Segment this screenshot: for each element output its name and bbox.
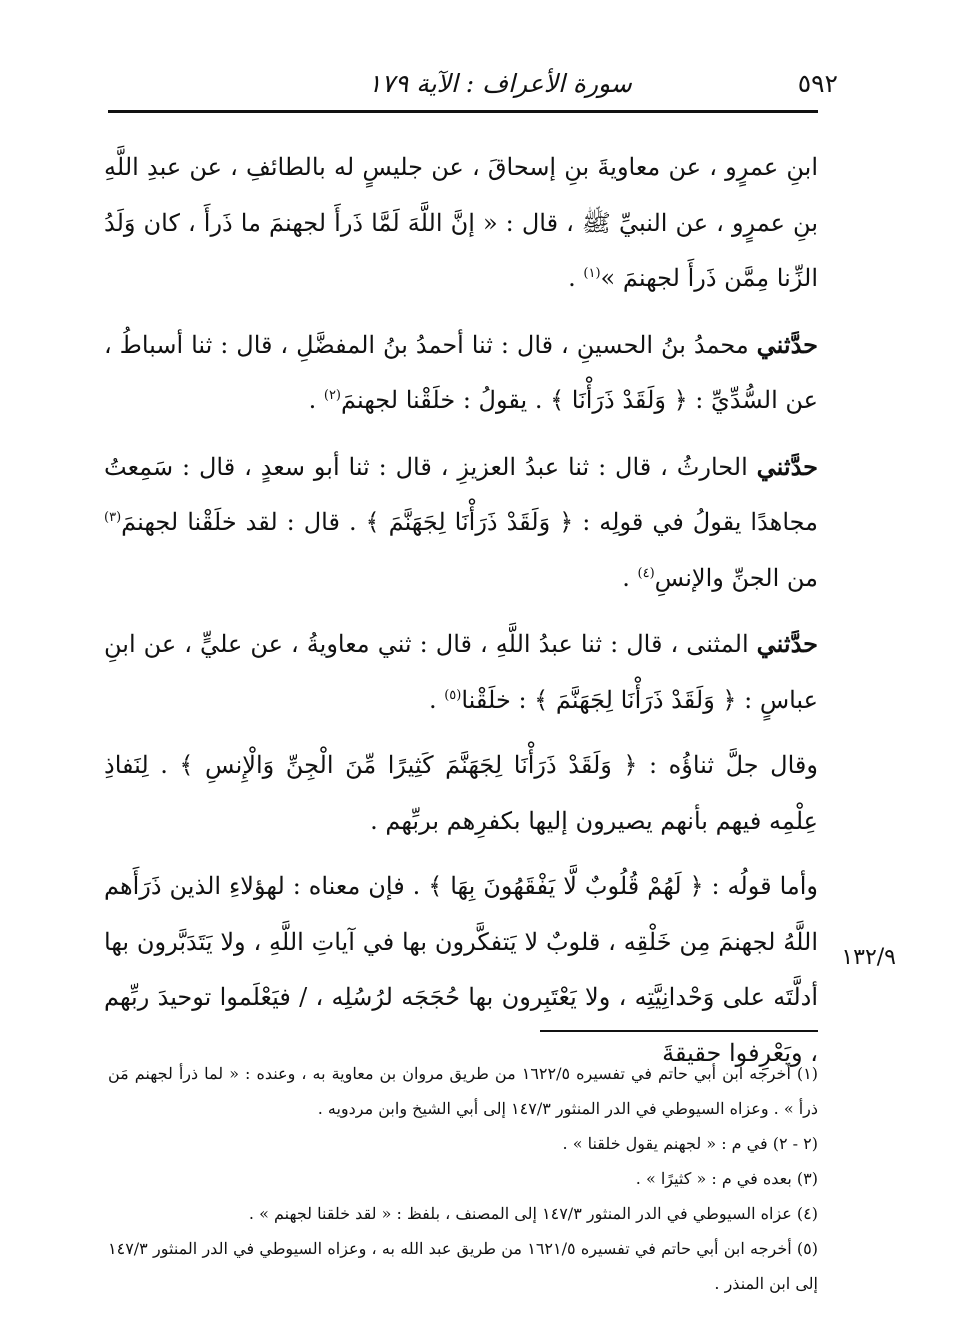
footnote-ref: (٤) (637, 565, 655, 581)
paragraph-lead: حدَّثني (756, 451, 818, 481)
page-header (108, 52, 838, 98)
footnote-ref: (٥) (444, 687, 462, 703)
paragraph-3: حدَّثني الحارثُ ، قال : ثنا عبدُ العزيزِ ، قال : ثنا أبو سعدٍ ، قال : سَمِعتُ مجاهدًا يقولُ في قولِه : ﴿ وَلَقَدْ ذَرَأْنَا لِجَهَنَّمَ ﴾ . قال : لقد خلَقْنا لجهنمَ$^{(٣)}$ من الجنِّ والإنسِ$^{(٤)}$ . (104, 451, 818, 592)
paragraph-text: المثنى ، قال : ثنا عبدُ اللَّهِ ، قال : ثني معاويةُ ، عن عليٍّ ، عن ابنِ عباسٍ : ﴿ وَلَقَدْ ذَرَأْنَا لِجَهَنَّمَ ﴾ : خلَقْنا (104, 630, 818, 714)
paragraph-2: حدَّثني محمدُ بنُ الحسينِ ، قال : ثنا أحمدُ بنُ المفضَّلِ ، قال : ثنا أسباطُ ، عن السُّدِّيِّ : ﴿ وَلَقَدْ ذَرَأْنَا ﴾ . يقولُ : خلَقْنا لجهنمَ$^{(٢)}$ . (104, 329, 818, 414)
footnote-ref: (٣) (104, 510, 122, 525)
paragraph-text: وأما قولُه : ﴿ لَهُمْ قُلُوبٌ لَّا يَفْقَهُونَ بِهَا ﴾ . فإن معناه : لهؤلاءِ الذين ذَرَأَهم اللَّهُ لجهنمَ مِن خَلْقِه ، قلوبٌ لا يَتفكَّرون بها في آياتِ اللَّهِ ، ولا يَتَدَبَّرون بها أدلَّتَه على وَحْدانِيَّتِه ، ولا يَعْتَبِرون بها حُجَجَه لرُسُلِه ، / فيَعْلَموا توحيدَ ربِّهم ، ويَعْرِفوا حقيقةَ (104, 872, 818, 1067)
footnote-3: (٣) بعده في م : « كثيرًا » . (635, 1169, 818, 1188)
paragraph-text: ابنِ عمرٍو ، عن معاويةَ بنِ إسحاقَ ، عن جليسٍ له بالطائفِ ، عن عبدِ اللَّهِ بنِ عمرٍو ، عن النبيِّ ﷺ ، قال : « إنَّ اللَّهَ لَمَّا ذَرأَ لجهنمَ ما ذَرأَ ، كان وَلَدُ الزِّنا مِمَّن ذَرأَ لجهنمَ » (104, 153, 819, 292)
footnote-2: (٢ - ٢) في م : « لجهنم يقول خلقنا » . (562, 1134, 818, 1153)
paragraph-6 (104, 859, 818, 1081)
paragraph-lead: حدَّثني (756, 329, 818, 359)
paragraph-5 (104, 738, 818, 849)
footnote-ref: (٢) (323, 388, 341, 403)
footnote-5: (٥) أخرجه ابن أبي حاتم في تفسيره ١٦٢١/٥ من طريق عبد الله به ، وعزاه السيوطي في الدر المنثور ١٤٧/٣ إلى ابن المنذر . (108, 1239, 819, 1293)
paragraph-text: الحارثُ ، قال : ثنا عبدُ العزيزِ ، قال : ثنا أبو سعدٍ ، قال : سَمِعتُ مجاهدًا يقولُ في قولِه : ﴿ وَلَقَدْ ذَرَأْنَا لِجَهَنَّمَ ﴾ . قال : لقد خلَقْنا لجهنمَ (104, 452, 818, 536)
header-rule (108, 110, 818, 113)
paragraph-4: حدَّثني المثنى ، قال : ثنا عبدُ اللَّهِ ، قال : ثني معاويةُ ، عن عليٍّ ، عن ابنِ عباسٍ : ﴿ وَلَقَدْ ذَرَأْنَا لِجَهَنَّمَ ﴾ : خلَقْنا$^{(٥)}$ . (104, 629, 818, 714)
footnotes (108, 1056, 818, 1301)
footnote-1: (١) أخرجه ابن أبي حاتم في تفسيره ١٦٢٢/٥ من طريق مروان بن معاوية به ، وعنده : « لما ذرأ لجهنم مَن ذرأ » . وعزاه السيوطي في الدر المنثور ١٤٧/٣ إلى أبي الشيخ وابن مردويه . (108, 1064, 819, 1118)
paragraph-1: ابنِ عمرٍو ، عن معاويةَ بنِ إسحاقَ ، عن جليسٍ له بالطائفِ ، عن عبدِ اللَّهِ بنِ عمرٍو ، عن النبيِّ ﷺ ، قال : « إنَّ اللَّهَ لَمَّا ذَرأَ لجهنمَ ما ذَرأَ ، كان وَلَدُ الزِّنا مِمَّن ذَرأَ لجهنمَ »$^{(١)}$ . (104, 153, 819, 292)
paragraph-text: وقال جلَّ ثناؤُه : ﴿ وَلَقَدْ ذَرَأْنَا لِجَهَنَّمَ كَثِيرًا مِّنَ الْجِنِّ وَالْإِنسِ ﴾ . لِنَفاذِ عِلْمِه فيهم بأنهم يصيرون إليها بكفرِهم بربِّهم . (104, 751, 818, 835)
footnote-ref: (١) (583, 266, 601, 281)
paragraph-lead: حدَّثني (756, 629, 818, 658)
paragraph-text: محمدُ بنُ الحسينِ ، قال : ثنا أحمدُ بنُ المفضَّلِ ، قال : ثنا أسباطُ ، عن السُّدِّيِّ : ﴿ وَلَقَدْ ذَرَأْنَا ﴾ . يقولُ : خلَقْنا لجهنمَ (104, 330, 818, 414)
main-text (104, 140, 818, 1091)
footnote-rule (540, 1030, 818, 1032)
margin-page-reference: ١٣٢/٩ (841, 945, 896, 970)
running-head: سورة الأعراف : الآية ١٧٩ (368, 69, 632, 98)
footnote-4: (٤) عزاه السيوطي في الدر المنثور ١٤٧/٣ إلى المصنف ، بلفظ : « لقد خلقنا لجهنم » . (248, 1204, 818, 1223)
page-number: ٥٩٢ (797, 69, 838, 98)
